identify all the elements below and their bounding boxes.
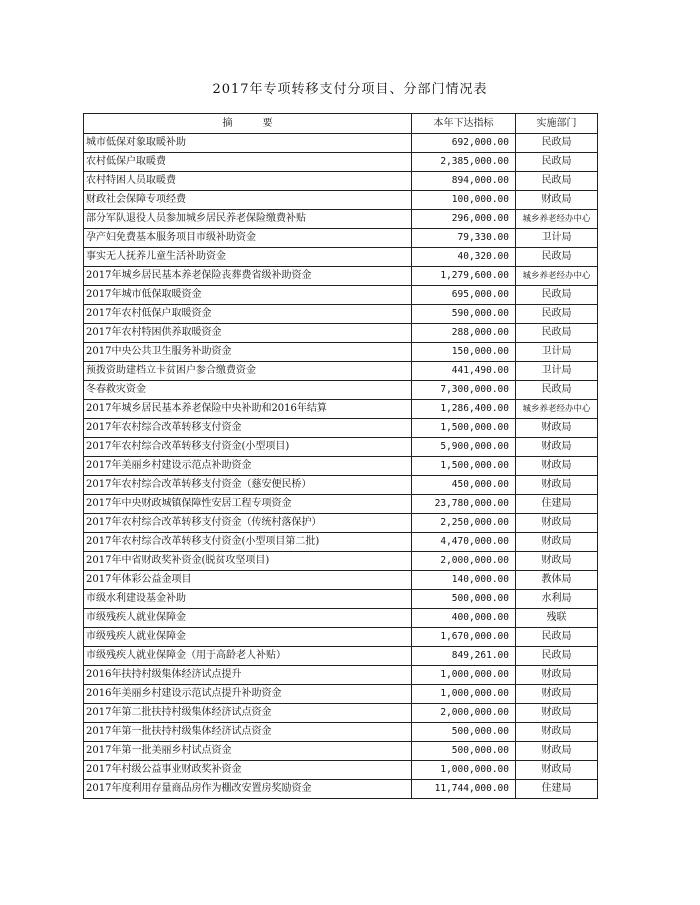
table-row: [84, 210, 598, 229]
row-dept-cell: 住建局: [516, 780, 598, 799]
row-dept-cell: 卫计局: [516, 229, 598, 248]
table-row: [84, 552, 598, 571]
row-name-cell: 财政社会保障专项经费: [84, 191, 412, 210]
row-amount-cell: 2,250,000.00: [412, 514, 516, 533]
row-amount-cell: 4,470,000.00: [412, 533, 516, 552]
table-row: [84, 381, 598, 400]
row-name-cell: 2017年第一批扶持村级集体经济试点资金: [84, 723, 412, 742]
row-dept-cell: 教体局: [516, 571, 598, 590]
row-amount-cell: 500,000.00: [412, 723, 516, 742]
row-amount-cell: 79,330.00: [412, 229, 516, 248]
page-title: 2017年专项转移支付分项目、分部门情况表: [212, 82, 488, 97]
row-dept-cell: 民政局: [516, 324, 598, 343]
row-name-cell: 2017中央公共卫生服务补助资金: [84, 343, 412, 362]
row-dept-cell: 民政局: [516, 248, 598, 267]
row-amount-cell: 5,900,000.00: [412, 438, 516, 457]
table-row: [84, 628, 598, 647]
row-name-cell: 部分军队退役人员参加城乡居民养老保险缴费补贴: [84, 210, 412, 229]
row-dept-cell: 城乡养老经办中心: [516, 210, 598, 229]
row-dept-cell: 财政局: [516, 704, 598, 723]
table-row: [84, 533, 598, 552]
table-row: [84, 172, 598, 191]
row-name-cell: 2017年城乡居民基本养老保险中央补助和2016年结算: [84, 400, 412, 419]
row-dept-cell: 卫计局: [516, 343, 598, 362]
row-name-cell: 预拨资助建档立卡贫困户参合缴费资金: [84, 362, 412, 381]
table-row: [84, 438, 598, 457]
table-row: [84, 723, 598, 742]
row-name-cell: 2017年城乡居民基本养老保险丧葬费省级补助资金: [84, 267, 412, 286]
row-name-cell: 2017年度利用存量商品房作为棚改安置房奖励资金: [84, 780, 412, 799]
table-row: [84, 590, 598, 609]
table-row: [84, 362, 598, 381]
row-amount-cell: 1,500,000.00: [412, 457, 516, 476]
table-row: [84, 400, 598, 419]
row-amount-cell: 2,385,000.00: [412, 153, 516, 172]
row-dept-cell: 财政局: [516, 419, 598, 438]
table-row: [84, 704, 598, 723]
table-row: [84, 685, 598, 704]
row-dept-cell: 财政局: [516, 761, 598, 780]
row-dept-cell: 财政局: [516, 191, 598, 210]
row-name-cell: 孕产妇免费基本服务项目市级补助资金: [84, 229, 412, 248]
row-amount-cell: 500,000.00: [412, 590, 516, 609]
table-header-row: [84, 114, 598, 134]
row-name-cell: 2017年第一批美丽乡村试点资金: [84, 742, 412, 761]
row-dept-cell: 财政局: [516, 723, 598, 742]
row-dept-cell: 民政局: [516, 153, 598, 172]
row-amount-cell: 441,490.00: [412, 362, 516, 381]
row-amount-cell: 450,000.00: [412, 476, 516, 495]
row-name-cell: 2017年农村综合改革转移支付资金(小型项目第二批): [84, 533, 412, 552]
row-amount-cell: 23,780,000.00: [412, 495, 516, 514]
table-row: [84, 647, 598, 666]
row-amount-cell: 11,744,000.00: [412, 780, 516, 799]
row-name-cell: 农村特困人员取暖费: [84, 172, 412, 191]
row-dept-cell: 财政局: [516, 533, 598, 552]
table-row: [84, 666, 598, 685]
table-row: [84, 305, 598, 324]
table-row: [84, 571, 598, 590]
table-row: [84, 343, 598, 362]
row-dept-cell: 城乡养老经办中心: [516, 400, 598, 419]
row-name-cell: 2017年城市低保取暖资金: [84, 286, 412, 305]
row-name-cell: 2017年中央财政城镇保障性安居工程专项资金: [84, 495, 412, 514]
row-amount-cell: 40,320.00: [412, 248, 516, 267]
row-dept-cell: 民政局: [516, 647, 598, 666]
table-row: [84, 324, 598, 343]
table-row: [84, 514, 598, 533]
table-row: [84, 609, 598, 628]
row-amount-cell: 1,279,600.00: [412, 267, 516, 286]
table-row: [84, 191, 598, 210]
row-name-cell: 冬春救灾资金: [84, 381, 412, 400]
table-row: [84, 495, 598, 514]
row-amount-cell: 692,000.00: [412, 134, 516, 153]
row-amount-cell: 100,000.00: [412, 191, 516, 210]
table-row: [84, 780, 598, 799]
row-amount-cell: 1,500,000.00: [412, 419, 516, 438]
row-name-cell: 2016年美丽乡村建设示范试点提升补助资金: [84, 685, 412, 704]
row-amount-cell: 400,000.00: [412, 609, 516, 628]
row-amount-cell: 894,000.00: [412, 172, 516, 191]
table-row: [84, 248, 598, 267]
row-name-cell: 2017年中省财政奖补资金(脱贫攻坚项目): [84, 552, 412, 571]
table-row: [84, 153, 598, 172]
row-dept-cell: 财政局: [516, 438, 598, 457]
table-row: [84, 761, 598, 780]
row-dept-cell: 财政局: [516, 685, 598, 704]
table-row: [84, 134, 598, 153]
row-amount-cell: 150,000.00: [412, 343, 516, 362]
row-amount-cell: 1,000,000.00: [412, 666, 516, 685]
row-amount-cell: 849,261.00: [412, 647, 516, 666]
row-amount-cell: 695,000.00: [412, 286, 516, 305]
table-row: [84, 457, 598, 476]
row-dept-cell: 民政局: [516, 134, 598, 153]
row-name-cell: 2017年农村综合改革转移支付资金（传统村落保护）: [84, 514, 412, 533]
row-dept-cell: 财政局: [516, 457, 598, 476]
row-dept-cell: 城乡养老经办中心: [516, 267, 598, 286]
row-amount-cell: 2,000,000.00: [412, 552, 516, 571]
row-amount-cell: 140,000.00: [412, 571, 516, 590]
row-dept-cell: 财政局: [516, 514, 598, 533]
row-amount-cell: 288,000.00: [412, 324, 516, 343]
row-dept-cell: 民政局: [516, 305, 598, 324]
table-row: [84, 742, 598, 761]
row-amount-cell: 1,000,000.00: [412, 761, 516, 780]
row-dept-cell: 残联: [516, 609, 598, 628]
row-dept-cell: 民政局: [516, 172, 598, 191]
row-amount-cell: 1,670,000.00: [412, 628, 516, 647]
row-dept-cell: 财政局: [516, 476, 598, 495]
row-name-cell: 2017年农村低保户取暖资金: [84, 305, 412, 324]
row-dept-cell: 财政局: [516, 742, 598, 761]
row-name-cell: 2017年农村特困供养取暖资金: [84, 324, 412, 343]
row-amount-cell: 1,286,400.00: [412, 400, 516, 419]
row-amount-cell: 1,000,000.00: [412, 685, 516, 704]
row-name-cell: 市级水利建设基金补助: [84, 590, 412, 609]
row-name-cell: 2017年农村综合改革转移支付资金: [84, 419, 412, 438]
row-name-cell: 2017年体彩公益金项目: [84, 571, 412, 590]
row-dept-cell: 住建局: [516, 495, 598, 514]
table-row: [84, 419, 598, 438]
table-row: [84, 476, 598, 495]
row-name-cell: 2017年美丽乡村建设示范点补助资金: [84, 457, 412, 476]
row-name-cell: 城市低保对象取暖补助: [84, 134, 412, 153]
header-dept: 实施部门: [516, 114, 598, 134]
row-dept-cell: 卫计局: [516, 362, 598, 381]
row-name-cell: 农村低保户取暖费: [84, 153, 412, 172]
row-dept-cell: 财政局: [516, 666, 598, 685]
header-amount: 本年下达指标: [412, 114, 516, 134]
row-amount-cell: 296,000.00: [412, 210, 516, 229]
row-dept-cell: 民政局: [516, 628, 598, 647]
table-row: [84, 286, 598, 305]
row-name-cell: 2016年扶持村级集体经济试点提升: [84, 666, 412, 685]
header-name: 摘 要: [84, 114, 412, 134]
table-row: [84, 229, 598, 248]
table-row: [84, 267, 598, 286]
allocation-table: [83, 113, 598, 799]
row-dept-cell: 民政局: [516, 381, 598, 400]
row-name-cell: 2017年农村综合改革转移支付资金(小型项目): [84, 438, 412, 457]
row-name-cell: 2017年第二批扶持村级集体经济试点资金: [84, 704, 412, 723]
row-dept-cell: 财政局: [516, 552, 598, 571]
row-name-cell: 市级残疾人就业保障金: [84, 628, 412, 647]
row-name-cell: 2017年农村综合改革转移支付资金（慈安便民桥）: [84, 476, 412, 495]
row-amount-cell: 7,300,000.00: [412, 381, 516, 400]
row-name-cell: 2017年村级公益事业财政奖补资金: [84, 761, 412, 780]
row-amount-cell: 500,000.00: [412, 742, 516, 761]
row-dept-cell: 民政局: [516, 286, 598, 305]
row-amount-cell: 590,000.00: [412, 305, 516, 324]
row-dept-cell: 水利局: [516, 590, 598, 609]
row-name-cell: 市级残疾人就业保障金（用于高龄老人补贴）: [84, 647, 412, 666]
row-amount-cell: 2,000,000.00: [412, 704, 516, 723]
row-name-cell: 市级残疾人就业保障金: [84, 609, 412, 628]
row-name-cell: 事实无人抚养儿童生活补助资金: [84, 248, 412, 267]
